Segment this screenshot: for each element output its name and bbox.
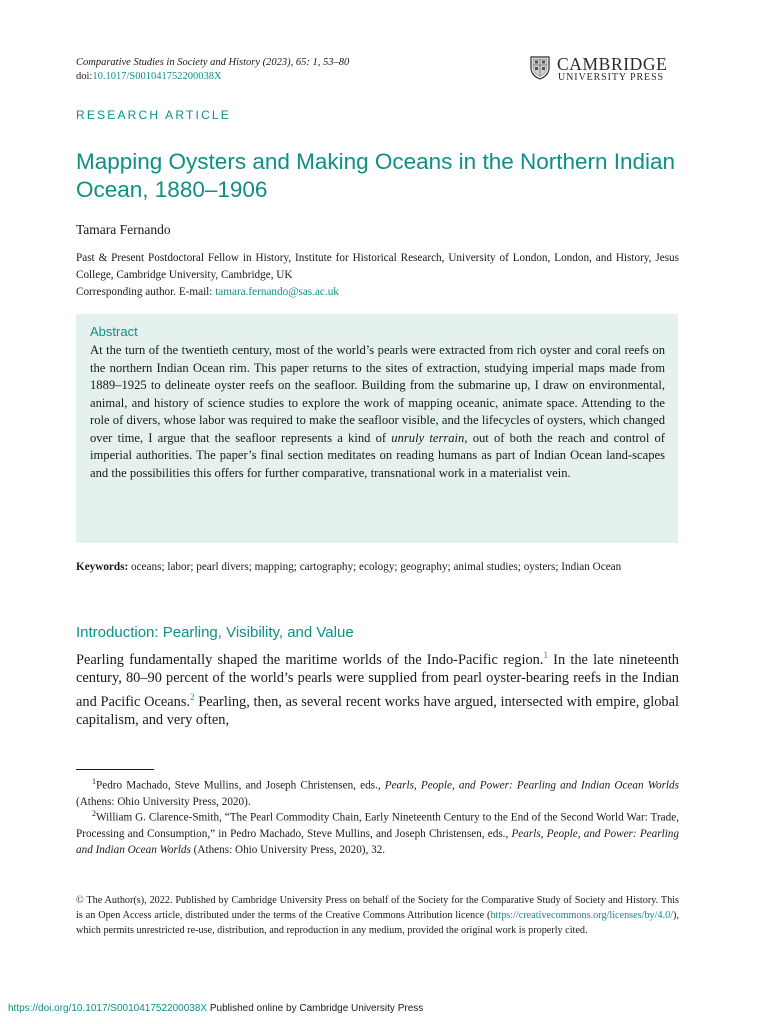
footnote-1-number: 1 (92, 777, 96, 786)
abstract-emphasis: unruly terrain (391, 430, 465, 445)
license-statement (76, 893, 679, 938)
footnote-1-book-title: Pearls, People, and Power: Pearling and Indian Ocean Worlds (384, 779, 679, 792)
body-paragraph (76, 646, 679, 730)
keywords-label: Keywords: (76, 561, 129, 573)
license-link[interactable]: https://creativecommons.org/licenses/by/4.0/ (490, 910, 674, 921)
footnote-2 (76, 806, 679, 858)
footer-doi-link[interactable]: https://doi.org/10.1017/S001041752200038X (8, 1003, 208, 1014)
cambridge-shield-icon (530, 56, 550, 80)
page-footer (8, 1003, 423, 1014)
publisher-logo-name: CAMBRIDGE (557, 54, 668, 74)
journal-citation: Comparative Studies in Society and History (2023), 65: 1, 53–80 (76, 57, 350, 68)
footnote-ref-2[interactable]: 2 (190, 691, 195, 702)
author-name: Tamara Fernando (76, 222, 171, 237)
footnote-1-text: Pedro Machado, Steve Mullins, and Joseph Christensen, eds., (96, 779, 385, 792)
abstract-text-part1: At the turn of the twentieth century, most of the world’s pearls were extracted from rich oyster and coral reefs on the northern Indian Ocean rim. This paper returns to the sites of extraction, studying imperial maps made from 1889–1925 to delineate oyster reefs on the seafloor. Building from the submarine up, I draw on environmental, animal, and history of science studies to explore the work of mapping oceanic, animate space. Attending to the role of divers, whose labor was required to make the seafloor visible, and the lifecycles of oysters, which changed over time, I argue that the seafloor represents a kind of (90, 343, 665, 445)
license-text-end: ), which permits unrestricted re-use, distribution, and reproduction in any medium, provided the original work is properly cited. (76, 910, 679, 936)
body-text-part3: Pearling, then, as several recent works have argued, intersected with empire, global capitalism, and very often, (76, 693, 680, 729)
keywords-text: oceans; labor; pearl divers; mapping; cartography; ecology; geography; animal studies; oysters; Indian Ocean (128, 561, 622, 573)
footnote-2-book-title: Pearls, People, and Power: Pearling and Indian Ocean Worlds (76, 827, 679, 856)
body-text-part1: Pearling fundamentally shaped the maritime worlds of the Indo-Pacific region. (76, 651, 544, 668)
doi-prefix: doi: (76, 71, 93, 82)
section-heading: Introduction: Pearling, Visibility, and Value (76, 624, 354, 641)
body-text-part2: In the late nineteenth century, 80–90 percent of the world’s pearls were supplied from pearl oyster-bearing reefs in the Indian and Pacific Oceans. (76, 651, 680, 710)
doi-line (76, 70, 222, 84)
footer-published-text: Published online by Cambridge University Press (207, 1003, 424, 1014)
abstract-heading: Abstract (90, 324, 138, 339)
doi-link[interactable]: 10.1017/S001041752200038X (92, 71, 222, 82)
publisher-logo[interactable] (530, 55, 680, 85)
corresponding-author-label: Corresponding author. E-mail: (76, 286, 216, 298)
publisher-logo-subtitle: UNIVERSITY PRESS (558, 72, 664, 83)
license-text: © The Author(s), 2022. Published by Cambridge University Press on behalf of the Society for the Comparative Study of Society and History. This is an Open Access article, distributed under the terms of the Creative Commons Attribution licence ( (76, 895, 679, 921)
footnote-divider (76, 769, 154, 770)
author-affiliation (76, 250, 679, 301)
abstract-text-part2: , out of both the reach and control of imperial authorities. The paper’s final section meditates on reading humans as part of Indian Ocean land-scapes and the possibilities this offers for further comparative, transnational work in a materialist vein. (90, 430, 665, 480)
footnote-2-text: William G. Clarence-Smith, “The Pearl Commodity Chain, Early Nineteenth Century to the End of the Second World War: Trade, Processing and Consumption,” in Pedro Machado, Steve Mullins, and Joseph Christensen, eds., (76, 811, 679, 840)
footnote-2-text-end: (Athens: Ohio University Press, 2020), 32. (190, 843, 386, 856)
affiliation-text: Past & Present Postdoctoral Fellow in History, Institute for Historical Research, University of London, London, and History, Jesus College, Cambridge University, Cambridge, UK (76, 252, 679, 281)
footnote-1 (76, 774, 679, 810)
footnote-1-text-end: (Athens: Ohio University Press, 2020). (76, 795, 251, 808)
keywords (76, 559, 678, 575)
author-email-link[interactable]: tamara.fernando@sas.ac.uk (215, 286, 339, 298)
article-type: RESEARCH ARTICLE (76, 108, 232, 122)
article-title: Mapping Oysters and Making Oceans in the Northern Indian Ocean, 1880–1906 (76, 149, 676, 202)
footnote-2-number: 2 (92, 809, 96, 818)
footnote-ref-1[interactable]: 1 (543, 650, 548, 660)
abstract-text (90, 342, 665, 482)
